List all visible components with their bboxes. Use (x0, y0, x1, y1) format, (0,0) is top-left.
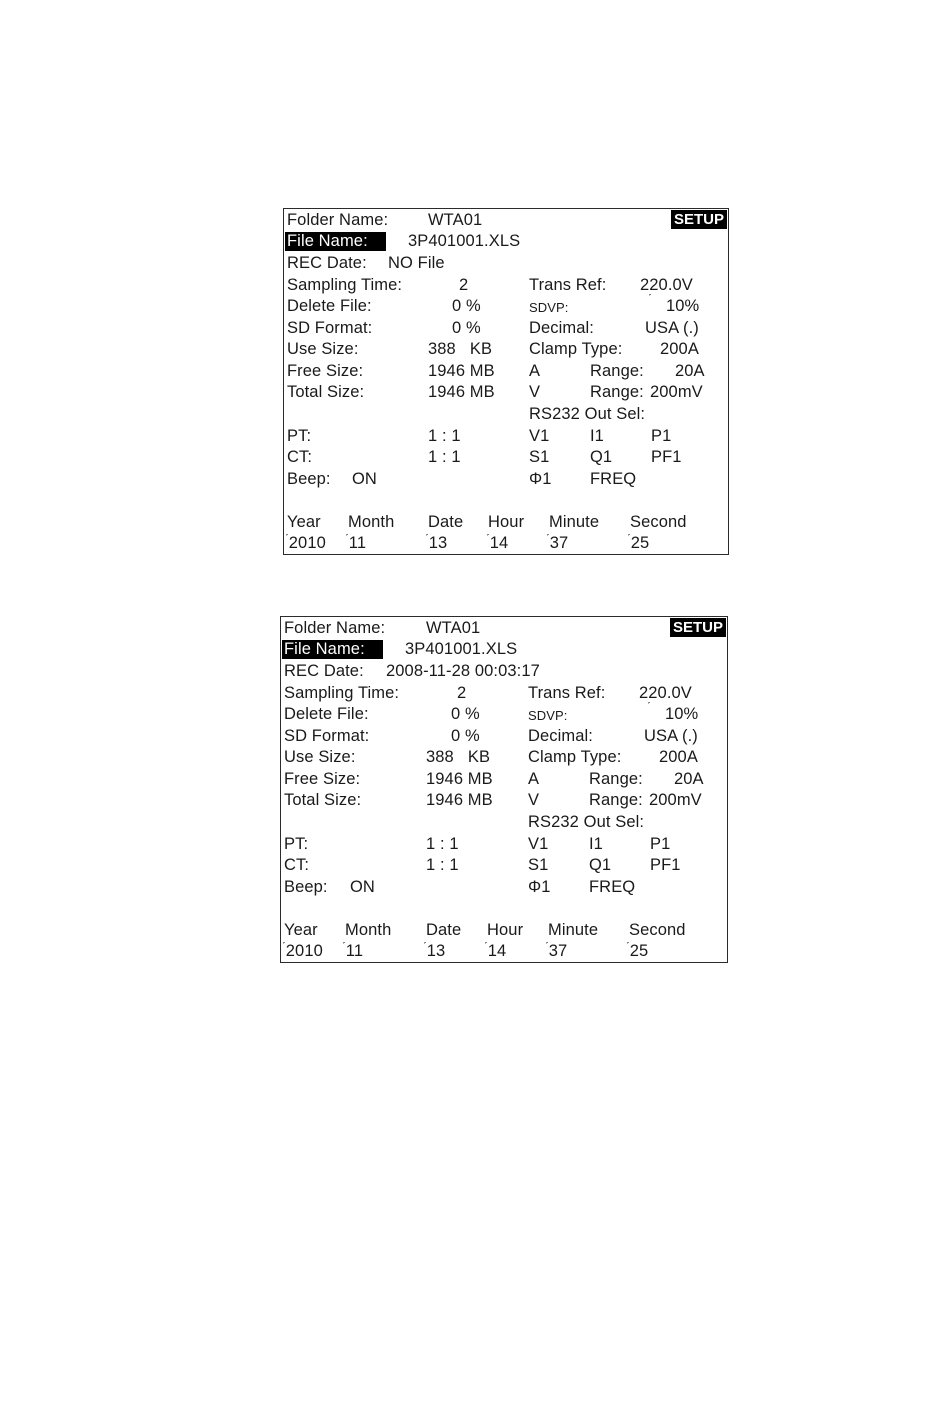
sdvp-value: 10% (665, 705, 699, 723)
sdvp-tick-icon: ˊ (648, 293, 652, 305)
second-field[interactable]: $^ˊ$25 (627, 533, 650, 552)
free-size-value: 1946 MB (428, 362, 495, 380)
setup-badge: SETUP (671, 210, 727, 229)
date-header-month: Month (348, 513, 395, 531)
use-size-value: 388 KB (426, 748, 491, 766)
v-label: V (528, 791, 540, 809)
sdvp-tick-icon: ˊ (647, 701, 651, 713)
use-size-value: 388 KB (428, 340, 493, 358)
v-range-label: Range: (590, 383, 644, 401)
folder-name-label: Folder Name: (287, 211, 389, 229)
total-size-label: Total Size: (287, 383, 365, 401)
sd-format-label: SD Format: (287, 319, 373, 337)
ct-value: 1 : 1 (426, 856, 459, 874)
sdvp-value: 10% (666, 297, 700, 315)
a-range-label: Range: (589, 770, 643, 788)
sd-format-value: 0 % (451, 727, 480, 745)
rs-item: PF1 (650, 856, 681, 874)
delete-file-label: Delete File: (284, 705, 369, 723)
rs-item: S1 (529, 448, 550, 466)
free-size-label: Free Size: (284, 770, 361, 788)
a-range-value: 20A (675, 362, 705, 380)
use-size-label: Use Size: (284, 748, 356, 766)
file-name-label[interactable]: File Name: (285, 232, 386, 251)
ct-value: 1 : 1 (428, 448, 461, 466)
folder-name-label: Folder Name: (284, 619, 386, 637)
minute-field[interactable]: $^ˊ$37 (546, 533, 569, 552)
v-label: V (529, 383, 541, 401)
sd-format-label: SD Format: (284, 727, 370, 745)
rs-item: Φ1 (528, 878, 551, 896)
year-field[interactable]: $^ˊ$2010 (285, 533, 326, 552)
hour-field[interactable]: $^ˊ$14 (486, 533, 509, 552)
date-header-minute: Minute (549, 513, 600, 531)
date-header-year: Year (287, 513, 321, 531)
date-header-hour: Hour (487, 921, 524, 939)
rs232-label: RS232 Out Sel: (528, 813, 645, 831)
delete-file-label: Delete File: (287, 297, 372, 315)
month-field[interactable]: $^ˊ$11 (342, 941, 364, 960)
a-label: A (528, 770, 540, 788)
rs-item: Q1 (590, 448, 613, 466)
clamp-type-value: 200A (659, 748, 698, 766)
rec-date-value: 2008-11-28 00:03:17 (386, 662, 540, 680)
rs-item: FREQ (590, 470, 637, 488)
a-label: A (529, 362, 541, 380)
v-range-value: 200mV (650, 383, 703, 401)
sampling-time-label: Sampling Time: (284, 684, 400, 702)
hour-field[interactable]: $^ˊ$14 (484, 941, 507, 960)
rs-item: Q1 (589, 856, 612, 874)
pt-label: PT: (287, 427, 312, 445)
beep-label: Beep: (287, 470, 331, 488)
date-header-second: Second (630, 513, 687, 531)
rs232-label: RS232 Out Sel: (529, 405, 646, 423)
trans-ref-label: Trans Ref: (528, 684, 606, 702)
use-size-label: Use Size: (287, 340, 359, 358)
total-size-label: Total Size: (284, 791, 362, 809)
rs-item: Φ1 (529, 470, 552, 488)
rs-item: I1 (589, 835, 603, 853)
total-size-value: 1946 MB (426, 791, 493, 809)
date-header-date: Date (426, 921, 462, 939)
v-range-label: Range: (589, 791, 643, 809)
date-field[interactable]: $^ˊ$13 (425, 533, 448, 552)
decimal-value: USA (.) (644, 727, 698, 745)
delete-file-value: 0 % (452, 297, 481, 315)
rs-item: P1 (651, 427, 672, 445)
date-header-minute: Minute (548, 921, 599, 939)
beep-value: ON (352, 470, 377, 488)
date-field[interactable]: $^ˊ$13 (423, 941, 446, 960)
setup-badge: SETUP (670, 618, 726, 637)
month-field[interactable]: $^ˊ$11 (345, 533, 367, 552)
setup-screen-2 (280, 616, 728, 963)
sampling-time-value: 2 (457, 684, 467, 702)
decimal-label: Decimal: (528, 727, 593, 745)
folder-name-value: WTA01 (428, 211, 483, 229)
minute-field[interactable]: $^ˊ$37 (545, 941, 568, 960)
rs-item: PF1 (651, 448, 682, 466)
date-header-month: Month (345, 921, 392, 939)
rec-date-value: NO File (388, 254, 445, 272)
delete-file-value: 0 % (451, 705, 480, 723)
trans-ref-value: 220.0V (639, 684, 692, 702)
trans-ref-label: Trans Ref: (529, 276, 607, 294)
clamp-type-value: 200A (660, 340, 699, 358)
file-name-value: 3P401001.XLS (405, 640, 518, 658)
folder-name-value: WTA01 (426, 619, 481, 637)
rs-item: P1 (650, 835, 671, 853)
sdvp-label: SDVP: (528, 708, 568, 723)
pt-value: 1 : 1 (426, 835, 459, 853)
free-size-value: 1946 MB (426, 770, 493, 788)
beep-label: Beep: (284, 878, 328, 896)
a-range-value: 20A (674, 770, 704, 788)
rs-item: S1 (528, 856, 549, 874)
pt-value: 1 : 1 (428, 427, 461, 445)
year-field[interactable]: $^ˊ$2010 (282, 941, 323, 960)
decimal-label: Decimal: (529, 319, 594, 337)
rs-item: V1 (528, 835, 549, 853)
rec-date-label: REC Date: (284, 662, 364, 680)
date-header-second: Second (629, 921, 686, 939)
ct-label: CT: (287, 448, 313, 466)
decimal-value: USA (.) (645, 319, 699, 337)
free-size-label: Free Size: (287, 362, 364, 380)
date-header-date: Date (428, 513, 464, 531)
beep-value: ON (350, 878, 375, 896)
a-range-label: Range: (590, 362, 644, 380)
date-header-hour: Hour (488, 513, 525, 531)
sampling-time-label: Sampling Time: (287, 276, 403, 294)
rs-item: V1 (529, 427, 550, 445)
sd-format-value: 0 % (452, 319, 481, 337)
rec-date-label: REC Date: (287, 254, 367, 272)
clamp-type-label: Clamp Type: (528, 748, 622, 766)
sdvp-label: SDVP: (529, 300, 569, 315)
clamp-type-label: Clamp Type: (529, 340, 623, 358)
date-header-year: Year (284, 921, 318, 939)
second-field[interactable]: $^ˊ$25 (626, 941, 649, 960)
v-range-value: 200mV (649, 791, 702, 809)
total-size-value: 1946 MB (428, 383, 495, 401)
setup-screen-1 (283, 208, 729, 555)
trans-ref-value: 220.0V (640, 276, 693, 294)
pt-label: PT: (284, 835, 309, 853)
rs-item: FREQ (589, 878, 636, 896)
ct-label: CT: (284, 856, 310, 874)
sampling-time-value: 2 (459, 276, 469, 294)
rs-item: I1 (590, 427, 604, 445)
file-name-value: 3P401001.XLS (408, 232, 521, 250)
file-name-label[interactable]: File Name: (282, 640, 383, 659)
